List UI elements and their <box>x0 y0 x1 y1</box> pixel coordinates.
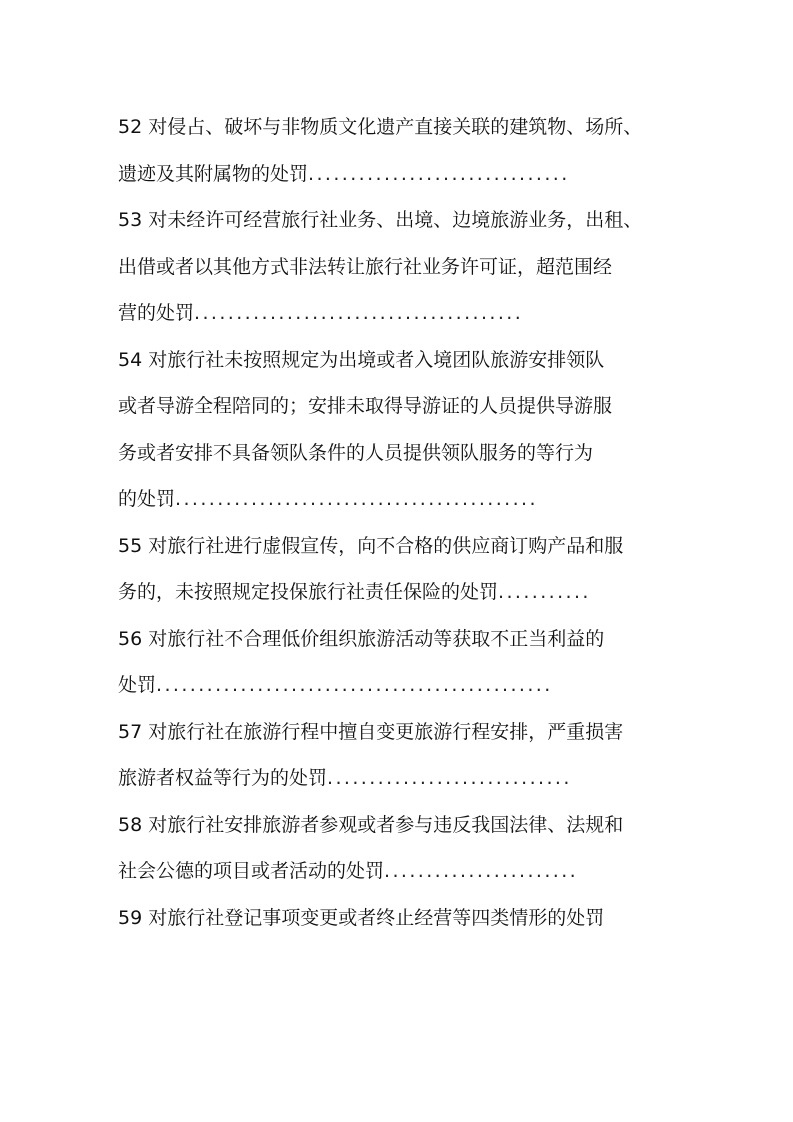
leader-dots: ............................................... <box>156 674 553 696</box>
toc-entry-54-line-4: 的处罚........................................... <box>118 488 538 510</box>
toc-entry-52-line-2: 遗迹及其附属物的处罚............................... <box>118 162 570 185</box>
toc-entry-53-line-3: 营的处罚....................................... <box>118 302 524 324</box>
toc-entry-54-line-2: 或者导游全程陪同的；安排未取得导游证的人员提供导游服 <box>118 395 613 417</box>
toc-entry-57-line-2: 旅游者权益等行为的处罚............................. <box>118 767 572 789</box>
leader-dots: ....................................... <box>194 302 524 324</box>
toc-entry-53-line-1: 53 对未经许可经营旅行社业务、出境、边境旅游业务，出租、 <box>118 209 643 231</box>
toc-entry-58-line-1: 58 对旅行社安排旅游者参观或者参与违反我国法律、法规和 <box>118 813 624 836</box>
toc-entry-58-line-2: 社会公德的项目或者活动的处罚....................... <box>118 860 579 882</box>
leader-dots: ........................................... <box>175 488 538 510</box>
toc-entry-55-line-2: 务的，未按照规定投保旅行社责任保险的处罚........... <box>118 581 591 603</box>
leader-dots: ....................... <box>384 860 579 882</box>
toc-entry-54-line-1: 54 对旅行社未按照规定为出境或者入境团队旅游安排领队 <box>118 348 605 371</box>
toc-entry-55-line-1: 55 对旅行社进行虚假宣传，向不合格的供应商订购产品和服 <box>118 534 624 557</box>
leader-dots: ........... <box>498 581 591 603</box>
toc-entry-52-line-1: 52 对侵占、破坏与非物质文化遗产直接关联的建筑物、场所、 <box>118 116 643 138</box>
toc-entry-57-line-1: 57 对旅行社在旅游行程中擅自变更旅游行程安排，严重损害 <box>118 720 624 743</box>
table-of-contents <box>118 104 663 941</box>
toc-entry-56-line-1: 56 对旅行社不合理低价组织旅游活动等获取不正当利益的 <box>118 627 605 650</box>
toc-entry-53-line-2: 出借或者以其他方式非法转让旅行社业务许可证，超范围经 <box>118 255 613 278</box>
toc-entry-54-line-3: 务或者安排不具备领队条件的人员提供领队服务的等行为 <box>118 441 594 464</box>
toc-entry-59-line-1: 59 对旅行社登记事项变更或者终止经营等四类情形的处罚 <box>118 906 605 929</box>
leader-dots: ............................. <box>327 767 572 789</box>
leader-dots: ............................... <box>308 162 570 185</box>
toc-entry-56-line-2: 处罚............................................... <box>118 674 553 696</box>
